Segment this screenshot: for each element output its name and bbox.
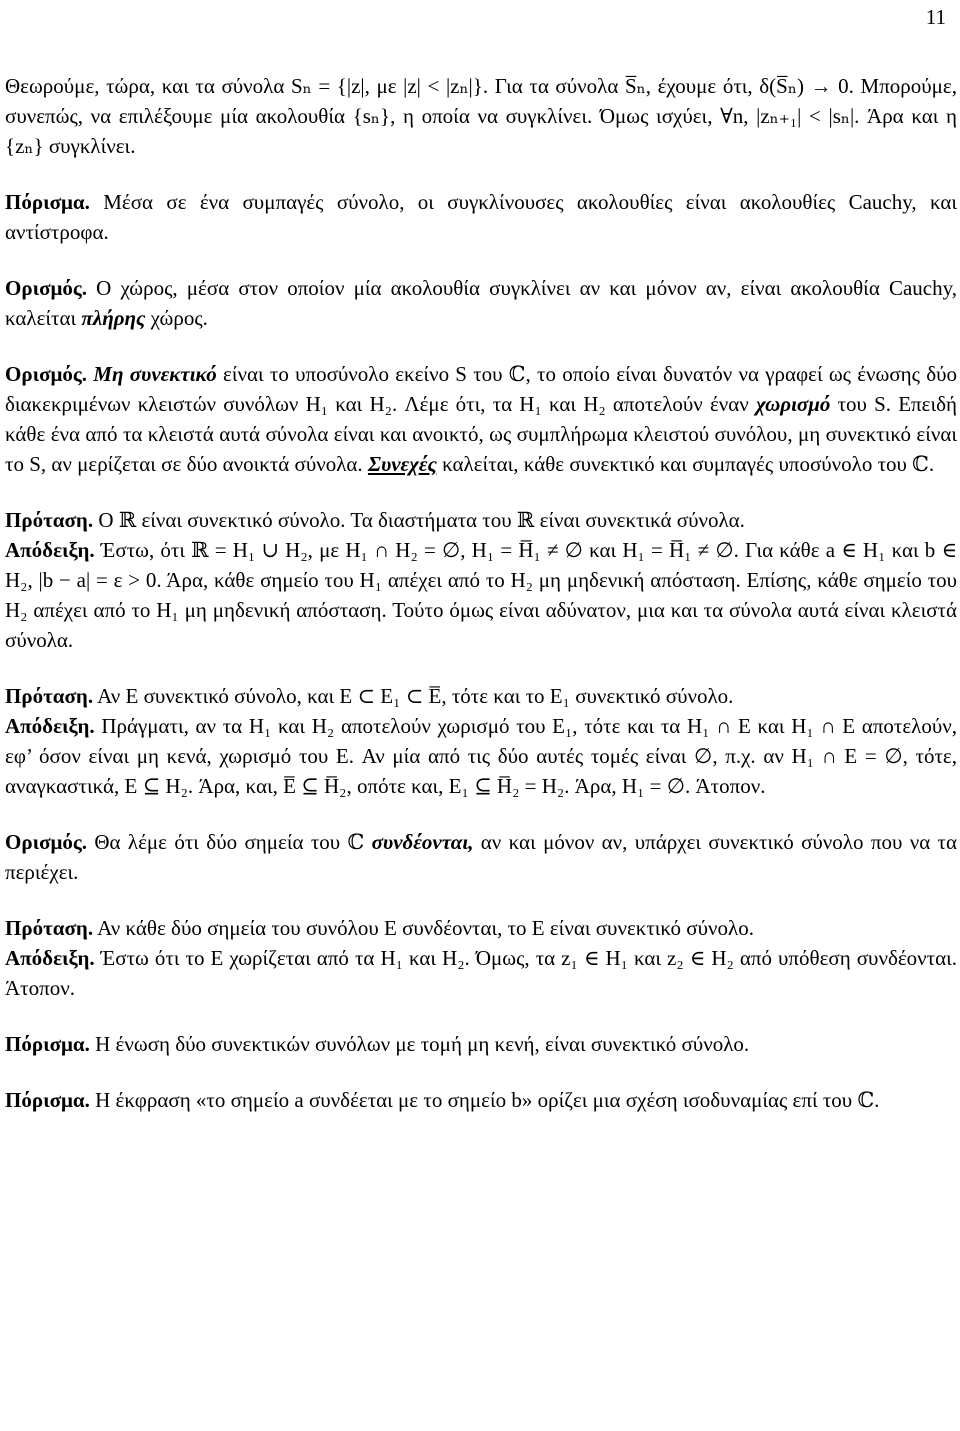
proposition-label: Πρόταση. [5, 508, 94, 532]
definition-label: Ορισμός. [5, 830, 88, 854]
text: Έστω, ότι ℝ = H₁ ∪ H₂, με H₁ ∩ H₂ = ∅, H₁ = H̅₁ ≠ ∅ και H₁ = H̅₁ ≠ ∅. Για κάθε a ∈ H₁ και b ∈ H₂, |b − a| = ε > 0. Άρα, κάθε σημείο του H₁ απέχει από το H₂ μη μηδενική απόσταση. Επίσης, κάθε σημείο του H₂ απέχει από το H₁ μη μηδενική απόσταση. Τούτο όμως είναι αδύνατον, μια και τα σύνολα αυτά είναι κλειστά σύνολα. [5, 538, 957, 652]
paragraph-proof-connected [5, 943, 957, 1003]
paragraph-corollary-cauchy [5, 187, 957, 247]
text: Πράγματι, αν τα H₁ και H₂ αποτελούν χωρισμό του E₁, τότε και τα H₁ ∩ E και H₁ ∩ E αποτελούν, εφ’ όσον είναι μη κενά, χωρισμό του E. Αν μία από τις δύο αυτές τομές είναι ∅, π.χ. αν H₁ ∩ E = ∅, τότε, αναγκαστικά, E ⊆ H₂. Άρα, και, E̅ ⊆ H̅₂, οπότε και, E₁ ⊆ H̅₂ = H₂. Άρα, H₁ = ∅. Άτοπον. [5, 714, 957, 798]
text: Ο ℝ είναι συνεκτικό σύνολο. Τα διαστήματα του ℝ είναι συνεκτικά σύνολα. [93, 508, 745, 532]
text: αν και μόνον αν, υπάρχει συνεκτικό σύνολο που να τα περιέχει. [5, 830, 957, 884]
paragraph-corollary-equivalence [5, 1085, 957, 1115]
corollary-label: Πόρισμα. [5, 1088, 90, 1112]
paragraph-definition-complete [5, 273, 957, 333]
paragraph-proposition-closure [5, 681, 957, 711]
definition-label: Ορισμός. [5, 362, 88, 386]
paragraph-proof-reals [5, 535, 957, 655]
proposition-label: Πρόταση. [5, 916, 94, 940]
paragraph-proof-closure [5, 711, 957, 801]
emphasis-term: Μη συνεκτικό [93, 362, 217, 386]
paragraph-proposition-reals [5, 505, 957, 535]
proof-label: Απόδειξη. [5, 946, 95, 970]
text: Θεωρούμε, τώρα, και τα σύνολα Sₙ = {|z|, με |z| < |zₙ|}. Για τα σύνολα S̅ₙ, έχουμε ότι, δ(S̅ₙ) → 0. Μπορούμε, συνεπώς, να επιλέξουμε μία ακολουθία {sₙ}, η οποία να συγκλίνει. Όμως ισχύει, ∀n, |zₙ₊₁| < |sₙ|. Άρα και η {zₙ} συγκλίνει. [5, 74, 957, 158]
page-body [5, 71, 957, 1141]
text: Έστω ότι το E χωρίζεται από τα H₁ και H₂. Όμως, τα z₁ ∈ H₁ και z₂ ∈ H₂ από υπόθεση συνδέονται. Άτοπον. [5, 946, 957, 1000]
text: Ο χώρος, μέσα στον οποίον μία ακολουθία συγκλίνει αν και μόνον αν, είναι ακολουθία Cauchy, καλείται [5, 276, 957, 330]
text: Θα λέμε ότι δύο σημεία του ℂ [87, 830, 372, 854]
corollary-label: Πόρισμα. [5, 1032, 90, 1056]
text: είναι το υποσύνολο εκείνο S του ℂ, το οποίο είναι δυνατόν να γραφεί ως ένωσης δύο διακεκριμένων κλειστών συνόλων H₁ και H₂. Λέμε ότι, τα H₁ και H₂ αποτελούν έναν [5, 362, 958, 416]
emphasis-term: χωρισμό [755, 392, 831, 416]
corollary-label: Πόρισμα. [5, 190, 90, 214]
text: Αν κάθε δύο σημεία του συνόλου E συνδέονται, το E είναι συνεκτικό σύνολο. [93, 916, 754, 940]
emphasis-term: συνδέονται, [371, 830, 474, 854]
emphasis-term: πλήρης [81, 306, 146, 330]
text: χώρος. [145, 306, 208, 330]
text: καλείται, κάθε συνεκτικό και συμπαγές υποσύνολο του ℂ. [436, 452, 935, 476]
text: Η ένωση δύο συνεκτικών συνόλων με τομή μη κενή, είναι συνεκτικό σύνολο. [89, 1032, 750, 1056]
paragraph-definition-disconnected [5, 359, 957, 479]
paragraph-definition-connected-points [5, 827, 957, 887]
paragraph-convergence-proof [5, 71, 957, 161]
page-number: 11 [925, 5, 946, 29]
paragraph-proposition-connected [5, 913, 957, 943]
text: Αν E συνεκτικό σύνολο, και E ⊂ E₁ ⊂ E̅, τότε και το E₁ συνεκτικό σύνολο. [93, 684, 734, 708]
text: του S. Επειδή κάθε ένα από τα κλειστά αυτά σύνολα είναι και ανοικτό, ως συμπλήρωμα κλειστού συνόλου, μη συνεκτικό είναι το S, αν μερίζεται σε δύο ανοικτά σύνολα. [5, 392, 957, 476]
text: Μέσα σε ένα συμπαγές σύνολο, οι συγκλίνουσες ακολουθίες είναι ακολουθίες Cauchy, και αντίστροφα. [5, 190, 957, 244]
proposition-label: Πρόταση. [5, 684, 94, 708]
emphasis-term: Συνεχές [367, 452, 437, 476]
text: Η έκφραση «το σημείο a συνδέεται με το σημείο b» ορίζει μια σχέση ισοδυναμίας επί του ℂ. [89, 1088, 880, 1112]
paragraph-corollary-union [5, 1029, 957, 1059]
proof-label: Απόδειξη. [5, 714, 95, 738]
definition-label: Ορισμός. [5, 276, 88, 300]
proof-label: Απόδειξη. [5, 538, 95, 562]
